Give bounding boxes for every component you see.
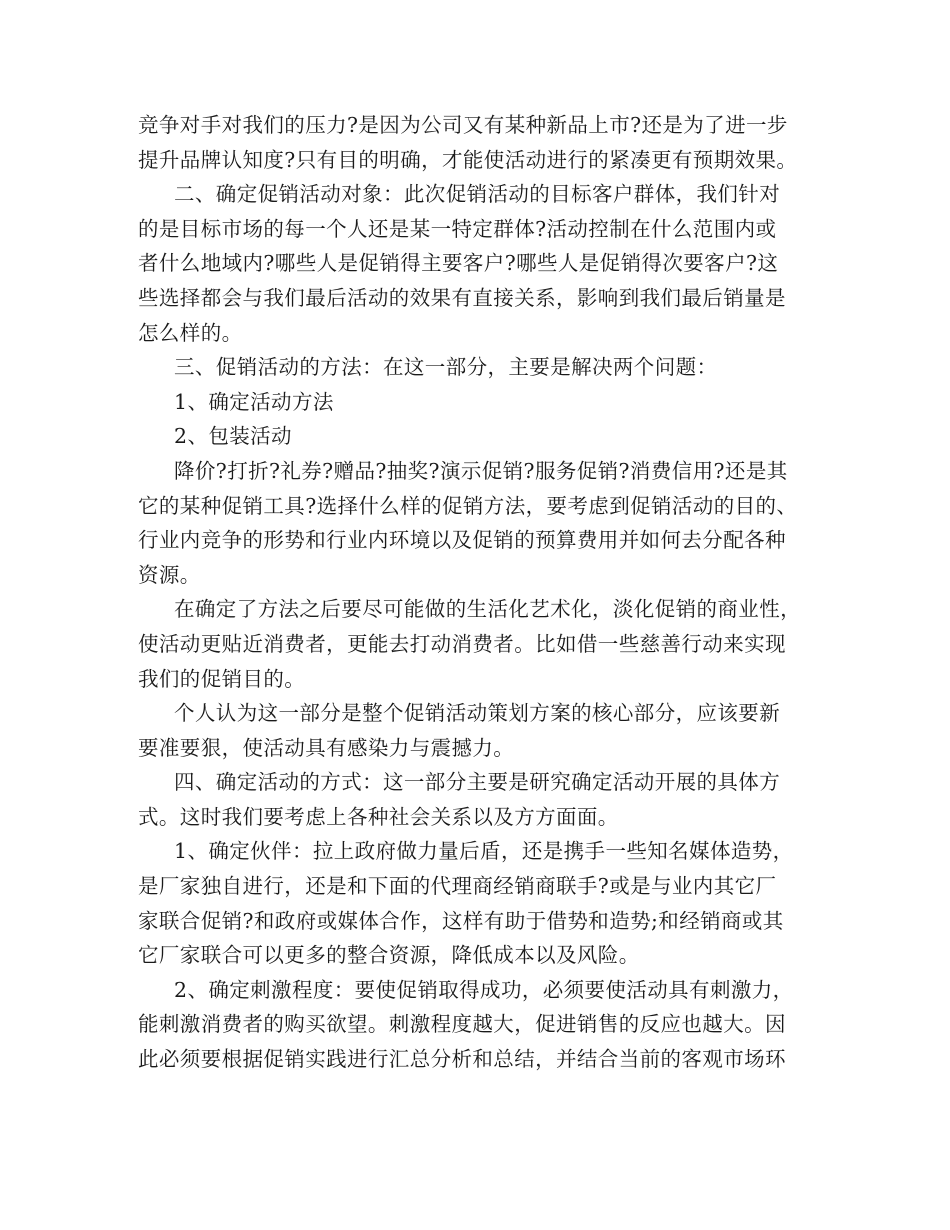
text-line: 要准要狠，使活动具有感染力与震撼力。 [138, 735, 515, 760]
text-line: 降价?打折?礼券?赠品?抽奖?演示促销?服务促销?消费信用?还是其 [174, 458, 788, 483]
text-line: 家联合促销?和政府或媒体合作，这样有助于借势和造势;和经销商或其 [138, 908, 784, 933]
text-line: 使活动更贴近消费者，更能去打动消费者。比如借一些慈善行动来实现 [138, 631, 786, 656]
text-line: 我们的促销目的。 [138, 666, 306, 691]
text-line: 1、确定伙伴：拉上政府做力量后盾，还是携手一些知名媒体造势， [174, 839, 794, 864]
document-body [138, 108, 818, 1077]
text-line: 它的某种促销工具?选择什么样的促销方法，要考虑到促销活动的目的、 [138, 493, 798, 518]
text-line: 此必须要根据促销实践进行汇总分析和总结，并结合当前的客观市场环 [138, 1047, 786, 1072]
text-line: 个人认为这一部分是整个促销活动策划方案的核心部分，应该要新 [174, 701, 781, 726]
text-line: 三、促销活动的方法：在这一部分，主要是解决两个问题： [174, 355, 718, 380]
text-line: 式。这时我们要考虑上各种社会关系以及方方面面。 [138, 804, 619, 829]
text-line: 2、包装活动 [174, 424, 292, 449]
text-line: 是厂家独自进行，还是和下面的代理商经销商联手?或是与业内其它厂 [138, 874, 777, 899]
text-line: 些选择都会与我们最后活动的效果有直接关系，影响到我们最后销量是 [138, 285, 786, 310]
text-line: 在确定了方法之后要尽可能做的生活化艺术化，淡化促销的商业性， [174, 597, 801, 622]
text-line: 竞争对手对我们的压力?是因为公司又有某种新品上市?还是为了进一步 [138, 113, 788, 137]
text-line: 怎么样的。 [138, 320, 243, 345]
text-line: 者什么地域内?哪些人是促销得主要客户?哪些人是促销得次要客户?这 [138, 251, 779, 276]
text-line: 四、确定活动的方式：这一部分主要是研究确定活动开展的具体方 [174, 770, 781, 795]
text-line: 1、确定活动方法 [174, 389, 334, 414]
text-line: 提升品牌认知度?只有目的明确，才能使活动进行的紧凑更有预期效果。 [138, 147, 798, 172]
text-line: 资源。 [138, 562, 201, 587]
text-line: 2、确定刺激程度：要使促销取得成功，必须要使活动具有刺激力， [174, 977, 794, 1002]
text-line: 二、确定促销活动对象：此次促销活动的目标客户群体，我们针对 [174, 182, 781, 207]
text-line: 它厂家联合可以更多的整合资源，降低成本以及风险。 [138, 943, 640, 968]
text-line: 行业内竞争的形势和行业内环境以及促销的预算费用并如何去分配各种 [138, 528, 786, 553]
text-line: 的是目标市场的每一个人还是某一特定群体?活动控制在什么范围内或 [138, 216, 777, 241]
text-line: 能刺激消费者的购买欲望。刺激程度越大，促进销售的反应也越大。因 [138, 1012, 786, 1037]
